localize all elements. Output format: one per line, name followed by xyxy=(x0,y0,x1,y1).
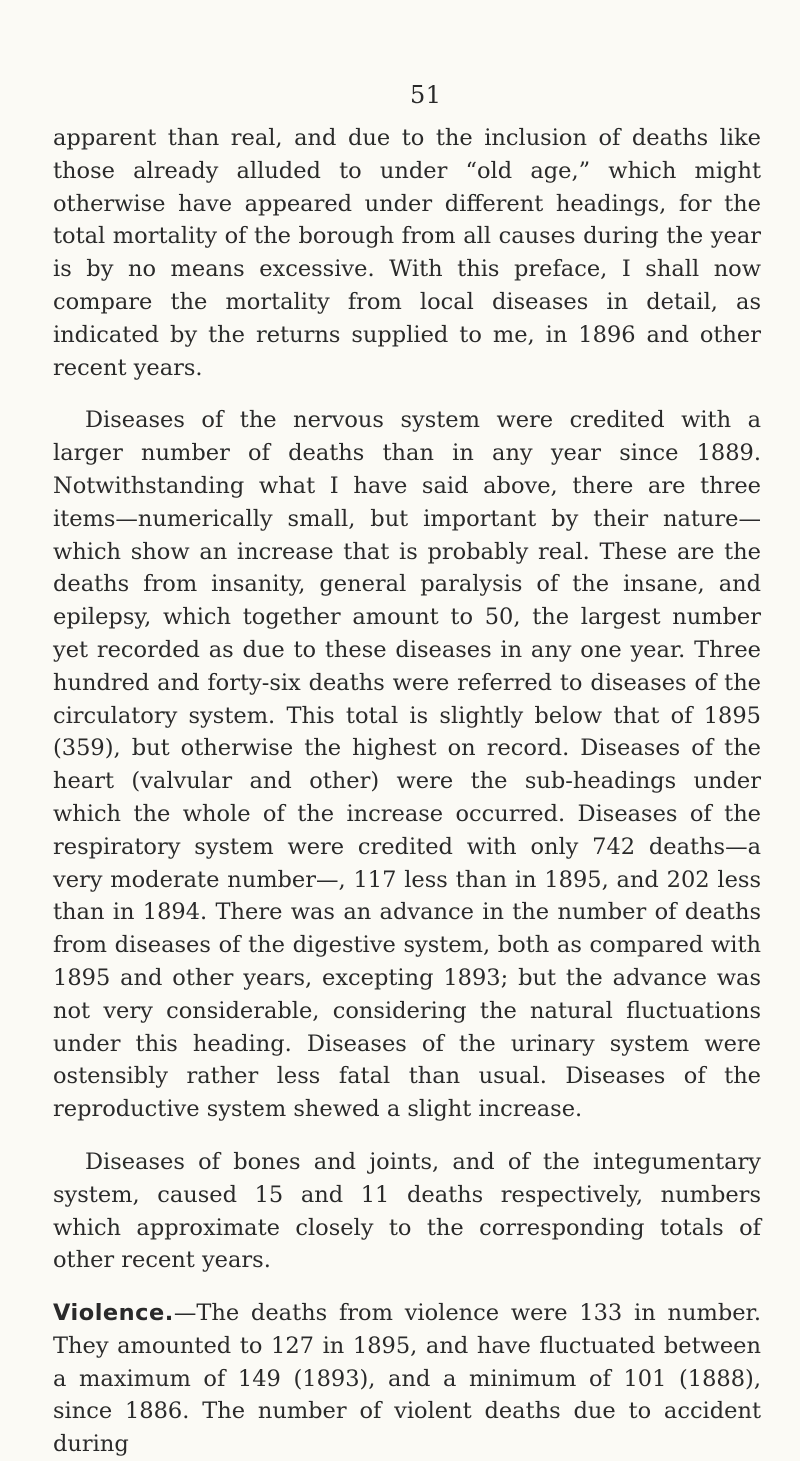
paragraph-violence xyxy=(53,1297,761,1461)
section-heading-violence: Violence. xyxy=(53,1300,174,1327)
paragraph-text: Diseases of the nervous system were credited with a larger number of deaths than in any year since 1889. Notwithstanding what I have said above, there are three items—numerically small, but important by their nature—which show an increase that is probably real. These are the deaths from insanity, general paralysis of the insane, and epilepsy, which together amount to 50, the largest number yet recorded as due to these diseases in any one year. Three hundred and forty-six deaths were referred to diseases of the circulatory system. This total is slightly below that of 1895 (359), but otherwise the highest on record. Diseases of the heart (valvular and other) were the sub-headings under which the whole of the increase occurred. Diseases of the respiratory system were credited with only 742 deaths—a very moderate number—, 117 less than in 1895, and 202 less than in 1894. There was an advance in the number of deaths from diseases of the digestive system, both as compared with 1895 and other years, excepting 1893; but the advance was not very considerable, considering the natural fluctuations under this heading. Diseases of the urinary system were ostensibly rather less fatal than usual. Diseases of the reproductive system shewed a slight increase. xyxy=(53,407,761,1123)
paragraph-local-diseases xyxy=(53,404,761,1126)
paragraph-text: Diseases of bones and joints, and of the integumentary system, caused 15 and 11 deaths respectively, numbers which approximate closely to the corresponding totals of other recent years. xyxy=(53,1148,761,1274)
paragraph-text: apparent than real, and due to the inclusion of deaths like those already alluded to under “old age,” which might otherwise have appeared under different headings, for the total mortality of the borough from all causes during the year is by no means excessive. With this preface, I shall now compare the mortality from local diseases in detail, as indicated by the returns supplied to me, in 1896 and other recent years. xyxy=(53,125,761,381)
paragraph-bones-joints xyxy=(53,1146,761,1277)
page-number: 51 xyxy=(410,81,442,109)
body-text xyxy=(53,122,761,1461)
paragraph-text: —The deaths from violence were 133 in number. They amounted to 127 in 1895, and have fluctuated between a maximum of 149 (1893), and a minimum of 101 (1888), since 1886. The number of violent deaths due to accident during xyxy=(53,1300,761,1458)
paragraph-continuation xyxy=(53,122,761,384)
